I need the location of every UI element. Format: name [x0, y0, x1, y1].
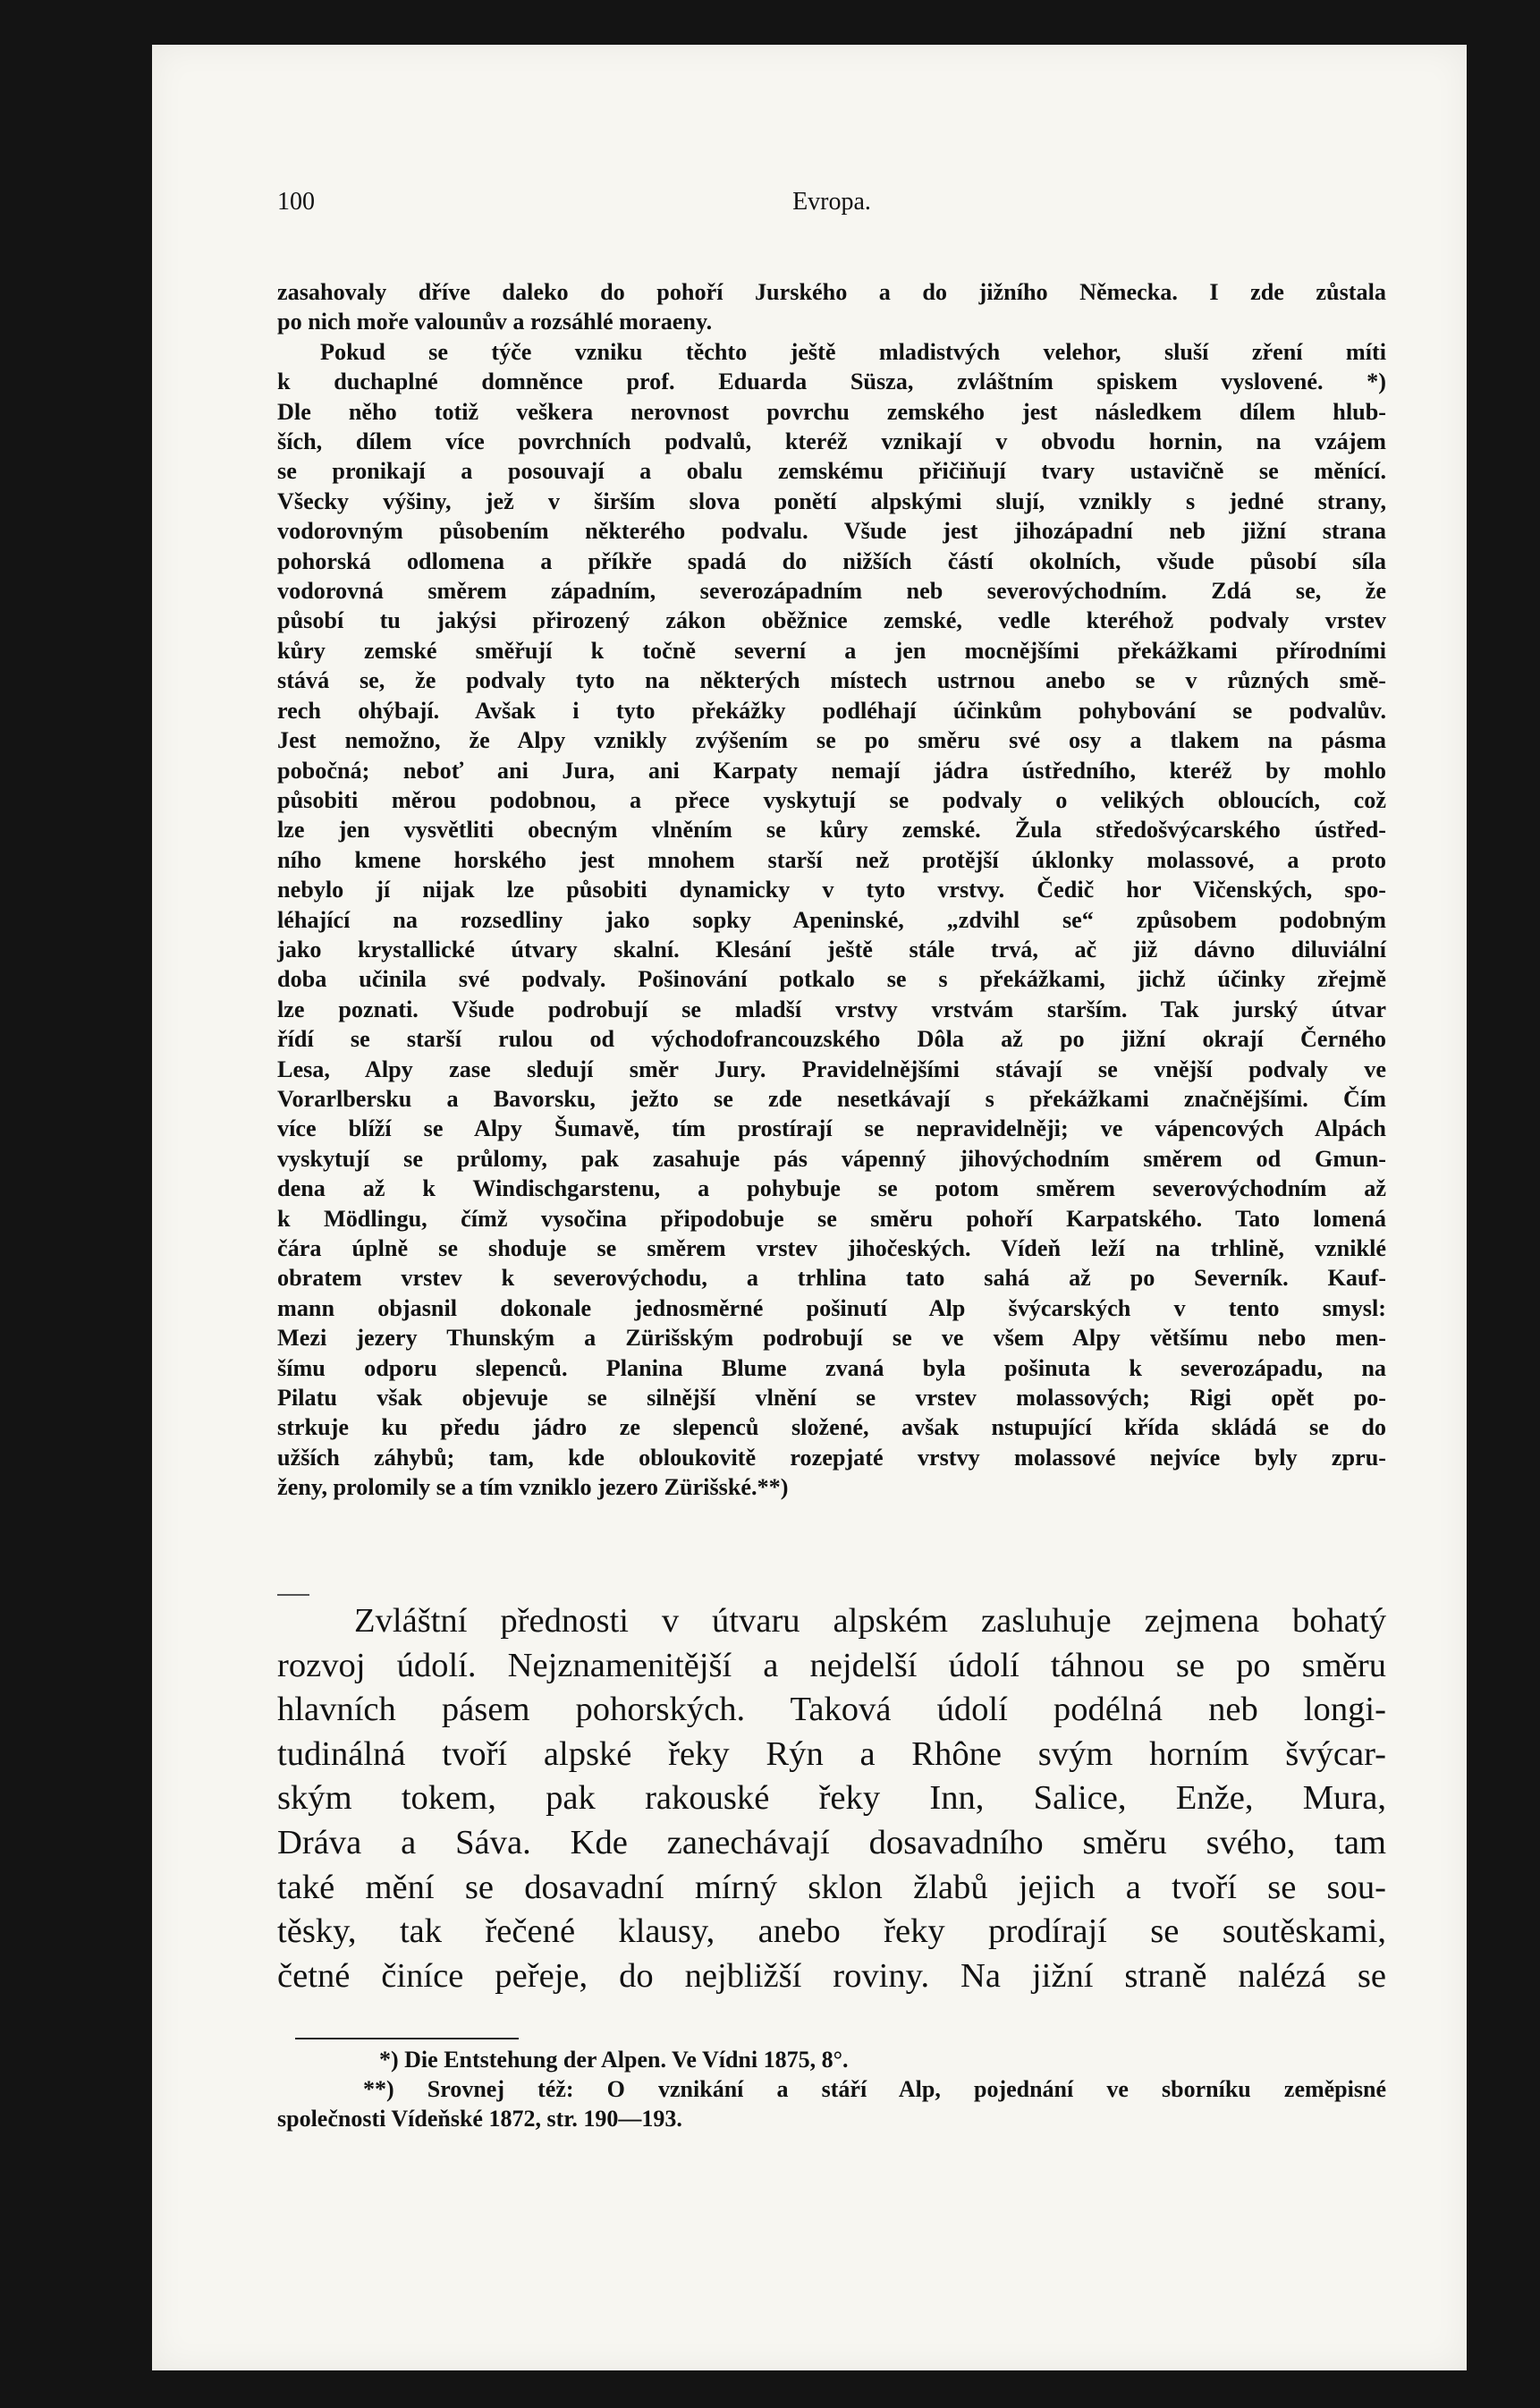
- small-text-line: ženy, prolomily se a tím vzniklo jezero Zürišské.**): [277, 1474, 789, 1501]
- small-text-line: strkuje ku předu jádro ze slepenců složené, avšak nstupující křída skládá se do: [277, 1414, 1386, 1441]
- small-text-line: lze poznati. Všude podrobují se mladší vrstvy vrstvám starším. Tak jurský útvar: [277, 996, 1386, 1022]
- main-text-line: tudinálná tvoří alpské řeky Rýn a Rhône svým horním švýcar-: [277, 1734, 1386, 1773]
- main-text-line: četné činíce peřeje, do nejbližší roviny. Na jižní straně nalézá se: [277, 1956, 1386, 1995]
- small-text-line: mann objasnil dokonale jednosměrné pošinutí Alp švýcarských v tento smysl:: [277, 1294, 1386, 1321]
- small-text-line: pobočná; neboť ani Jura, ani Karpaty nemají jádra ústředního, kteréž by mohlo: [277, 757, 1386, 784]
- small-text-line: vyskytují se průlomy, pak zasahuje pás vápenný jihovýchodním směrem od Gmun-: [277, 1145, 1386, 1172]
- small-text-line: k Mödlingu, čímž vysočina připodobuje se směru pohoří Karpatského. Tato lomená: [277, 1205, 1386, 1232]
- book-page: [152, 45, 1467, 2370]
- small-text-line: Jest nemožno, že Alpy vznikly zvýšením se po směru své osy a tlakem na pásma: [277, 727, 1386, 754]
- small-text-line: Lesa, Alpy zase sledují směr Jury. Pravidelnějšími stávají se vnější podvaly ve: [277, 1056, 1386, 1082]
- main-text-section: [277, 1599, 1386, 1998]
- small-text-line: působí tu jakýsi přirozený zákon oběžnice zemské, vedle kteréhož podvaly vrstev: [277, 607, 1386, 634]
- small-text-line: čára úplně se shoduje se směrem vrstev jihočeských. Vídeň leží na trhlině, vzniklé: [277, 1235, 1386, 1261]
- main-text-line: rozvoj údolí. Nejznamenitější a nejdelší údolí táhnou se po směru: [277, 1646, 1386, 1684]
- small-text-line: vodorovná směrem západním, severozápadním neb severovýchodním. Zdá se, že: [277, 578, 1386, 605]
- small-text-line: více blíží se Alpy Šumavě, tím prostírají se nepravidelněji; ve vápencových Alpách: [277, 1115, 1386, 1142]
- small-text-line: Pilatu však objevuje se silnější vlnění se vrstev molassových; Rigi opět po-: [277, 1385, 1386, 1412]
- small-text-line: stává se, že podvaly tyto na některých místech ustrnou anebo se v různých smě-: [277, 667, 1386, 694]
- section-divider: [277, 1594, 309, 1596]
- small-text-line: pohorská odlomena a příkře spadá do nižších částí okolních, všude působí síla: [277, 547, 1386, 574]
- small-text-line: lze jen vysvětliti obecným vlněním se kůry zemské. Žula středošvýcarského ústřed-: [277, 817, 1386, 844]
- small-text-line: se pronikají a posouvají a obalu zemskému přičiňují tvary ustavičně se měnící.: [277, 458, 1386, 485]
- small-text-line: jako krystallické útvary skalní. Klesání ještě stále trvá, ač již dávno diluviální: [277, 936, 1386, 962]
- small-text-line: nebylo jí nijak lze působiti dynamicky v tyto vrstvy. Čedič hor Vičenských, spo-: [277, 877, 1386, 903]
- footnote-2-line-2: společnosti Vídeňské 1872, str. 190—193.: [277, 2106, 682, 2132]
- small-text-line: působiti měrou podobnou, a přece vyskytují se podvaly o velikých obloucích, což: [277, 786, 1386, 813]
- small-text-line: obratem vrstev k severovýchodu, a trhlina tato sahá až po Severník. Kauf-: [277, 1265, 1386, 1292]
- main-text-line: těsky, tak řečené klausy, anebo řeky prodírají se soutěskami,: [277, 1912, 1386, 1951]
- small-text-line: ších, dílem více povrchních podvalů, kteréž vznikají v obvodu hornin, na vzájem: [277, 428, 1386, 455]
- small-text-line: Vorarlbersku a Bavorsku, ježto se zde nesetkávají s překážkami značnějšími. Čím: [277, 1085, 1386, 1112]
- small-text-line: ního kmene horského jest mnohem starší než protější úklonky molassové, a proto: [277, 846, 1386, 873]
- small-text-line: Mezi jezery Thunským a Zürišským podrobují se ve všem Alpy většímu nebo men-: [277, 1325, 1386, 1352]
- footnote-1: *) Die Entstehung der Alpen. Ve Vídni 1875, 8°.: [379, 2047, 849, 2073]
- small-text-line: rech ohýbají. Avšak i tyto překážky podléhají účinkům pohybování se podvalův.: [277, 697, 1386, 724]
- small-text-line: k duchaplné domněnce prof. Eduarda Süsza, zvláštním spiskem vyslovené. *): [277, 369, 1386, 395]
- small-text-line: po nich moře valounův a rozsáhlé moraeny.: [277, 309, 713, 335]
- main-text-line: Dráva a Sáva. Kde zanechávají dosavadního směru svého, tam: [277, 1823, 1386, 1861]
- main-text-line: hlavních pásem pohorských. Taková údolí podélná neb longi-: [277, 1691, 1386, 1729]
- main-text-line: ským tokem, pak rakouské řeky Inn, Salice, Enže, Mura,: [277, 1779, 1386, 1818]
- small-text-line: dena až k Windischgarstenu, a pohybuje se potom směrem severovýchodním až: [277, 1175, 1386, 1202]
- small-text-line: léhající na rozsedliny jako sopky Apeninské, „zdvihl se“ způsobem podobným: [277, 906, 1386, 933]
- small-text-line: Všecky výšiny, jež v širším slova ponětí alpskými slují, vznikly s jedné strany,: [277, 488, 1386, 514]
- running-title: Evropa.: [792, 188, 871, 216]
- main-text-line: Zvláštní přednosti v útvaru alpském zasluhuje zejmena bohatý: [354, 1602, 1386, 1640]
- small-text-line: šímu odporu slepenců. Planina Blume zvaná byla pošinuta k severozápadu, na: [277, 1354, 1386, 1381]
- page-number: 100: [277, 188, 315, 216]
- footnotes: [277, 2045, 1386, 2133]
- small-print-section: [277, 277, 1386, 1503]
- small-text-line: Pokud se týče vzniku těchto ještě mladistvých velehor, sluší zření míti: [320, 338, 1386, 365]
- footnote-rule: [295, 2038, 519, 2039]
- small-text-line: řídí se starší rulou od východofrancouzského Dôla až po jižní okrají Černého: [277, 1026, 1386, 1053]
- small-text-line: kůry zemské směřují k točně severní a jen mocnějšími překážkami přírodními: [277, 637, 1386, 664]
- small-text-line: užších záhybů; tam, kde obloukovitě rozepjaté vrstvy molassové nejvíce byly zpru-: [277, 1444, 1386, 1471]
- main-text-line: také mění se dosavadní mírný sklon žlabů jejich a tvoří se sou-: [277, 1868, 1386, 1906]
- small-text-line: vodorovným působením některého podvalu. Všude jest jihozápadní neb jižní strana: [277, 518, 1386, 545]
- small-text-line: doba učinila své podvaly. Pošinování potkalo se s překážkami, jichž účinky zřejmě: [277, 966, 1386, 993]
- small-text-line: zasahovaly dříve daleko do pohoří Jurského a do jižního Německa. I zde zůstala: [277, 279, 1386, 305]
- page-header: [277, 188, 1386, 224]
- small-text-line: Dle něho totiž veškera nerovnost povrchu zemského jest následkem dílem hlub-: [277, 398, 1386, 425]
- footnote-2-line-1: **) Srovnej též: O vznikání a stáří Alp, pojednání ve sborníku zeměpisné: [363, 2076, 1386, 2102]
